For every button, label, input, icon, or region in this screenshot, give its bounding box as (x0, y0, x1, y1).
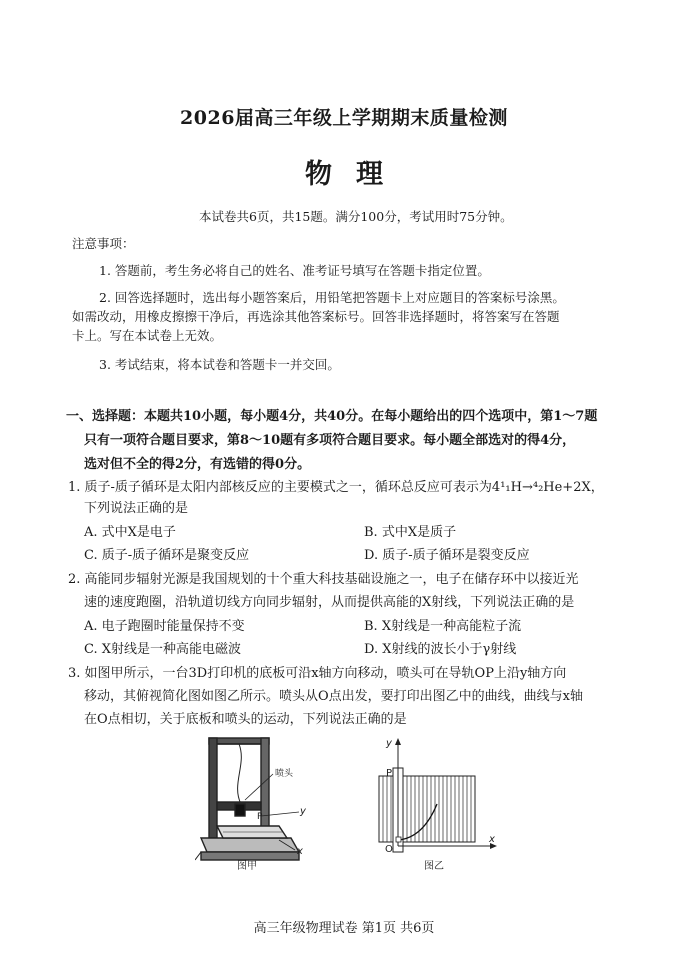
section-1-line-2: 只有一项符合题目要求，第8～10题有多项符合题目要求。每小题全部选对的得4分， (84, 433, 576, 448)
q3-stem-line-2: 移动，其俯视简化图如图乙所示。喷头从O点出发，要打印出图乙中的曲线，曲线与x轴 (84, 689, 583, 704)
q1-option-d: D. 质子-质子循环是裂变反应 (364, 548, 530, 563)
figure-a-x-label: x (297, 846, 303, 857)
q1-option-c: C. 质子-质子循环是聚变反应 (84, 548, 250, 563)
printer-frame-drawing (195, 738, 299, 860)
figure-a-caption: 图甲 (237, 861, 257, 872)
section-1-line-1: 一、选择题：本题共10小题，每小题4分，共40分。在每小题给出的四个选项中，第1～7题 (66, 409, 598, 424)
q3-stem-line-1: 3. 如图甲所示，一台3D打印机的底板可沿x轴方向移动，喷头可在导轨OP上沿y轴方向 (68, 666, 567, 681)
page-footer: 高三年级物理试卷 第1页 共6页 (253, 921, 435, 936)
figure-b-p-label: P (386, 768, 393, 779)
page-title: 2026届高三年级上学期期末质量检测 (180, 107, 508, 129)
notice-item-2-line-1: 2. 回答选择题时，选出每小题答案后，用铅笔把答题卡上对应题目的答案标号涂黑。 (99, 290, 565, 305)
subject-title: 物理 (305, 159, 407, 190)
notice-item-1: 1. 答题前，考生务必将自己的姓名、准考证号填写在答题卡指定位置。 (99, 263, 490, 278)
nozzle-marker (396, 837, 401, 842)
q2-stem-line-1: 2. 高能同步辐射光源是我国规划的十个重大科技基础设施之一，电子在储存环中以接近光 (68, 572, 579, 587)
notice-item-3: 3. 考试结束，将本试卷和答题卡一并交回。 (99, 357, 340, 372)
notice-heading: 注意事项： (72, 236, 135, 251)
q1-stem-line-1: 1. 质子-质子循环是太阳内部核反应的主要模式之一，循环总反应可表示为4¹₁H→⁴₂He+2X， (68, 480, 604, 495)
q2-stem-line-2: 速的速度跑圈，沿轨道切线方向同步辐射，从而提供高能的X射线，下列说法正确的是 (84, 595, 575, 610)
figure-a-printer (195, 734, 320, 872)
q2-option-c: C. X射线是一种高能电磁波 (84, 642, 242, 657)
q1-option-b: B. 式中X是质子 (364, 525, 457, 540)
figure-b-y-label: y (386, 738, 392, 749)
nozzle-label: 喷头 (275, 769, 294, 779)
figure-b-x-label: x (489, 834, 495, 845)
exam-info: 本试卷共6页，共15题。满分100分，考试用时75分钟。 (199, 209, 513, 224)
q2-option-a: A. 电子跑圈时能量保持不变 (84, 619, 245, 634)
q2-option-b: B. X射线是一种高能粒子流 (364, 619, 522, 634)
notice-item-2-line-3: 卡上。写在本试卷上无效。 (72, 328, 223, 343)
q1-option-a: A. 式中X是电子 (84, 525, 176, 540)
figure-b-o-label: O (385, 844, 393, 854)
notice-item-2-line-2: 如需改动，用橡皮擦擦干净后，再选涂其他答案标号。回答非选择题时，将答案写在答题 (72, 309, 560, 324)
figure-a-y-label: y (300, 806, 306, 817)
section-1-line-3: 选对但不全的得2分，有选错的得0分。 (84, 457, 311, 472)
figure-b-top-view (365, 734, 505, 854)
y-axis-arrow (395, 738, 401, 745)
q2-option-d: D. X射线的波长小于γ射线 (364, 642, 517, 657)
figure-b-caption: 图乙 (424, 861, 444, 872)
q1-stem-line-2: 下列说法正确的是 (84, 501, 189, 516)
figure-a-p-label: P (257, 812, 263, 822)
q3-stem-line-3: 在O点相切，关于底板和喷头的运动，下列说法正确的是 (84, 712, 407, 727)
